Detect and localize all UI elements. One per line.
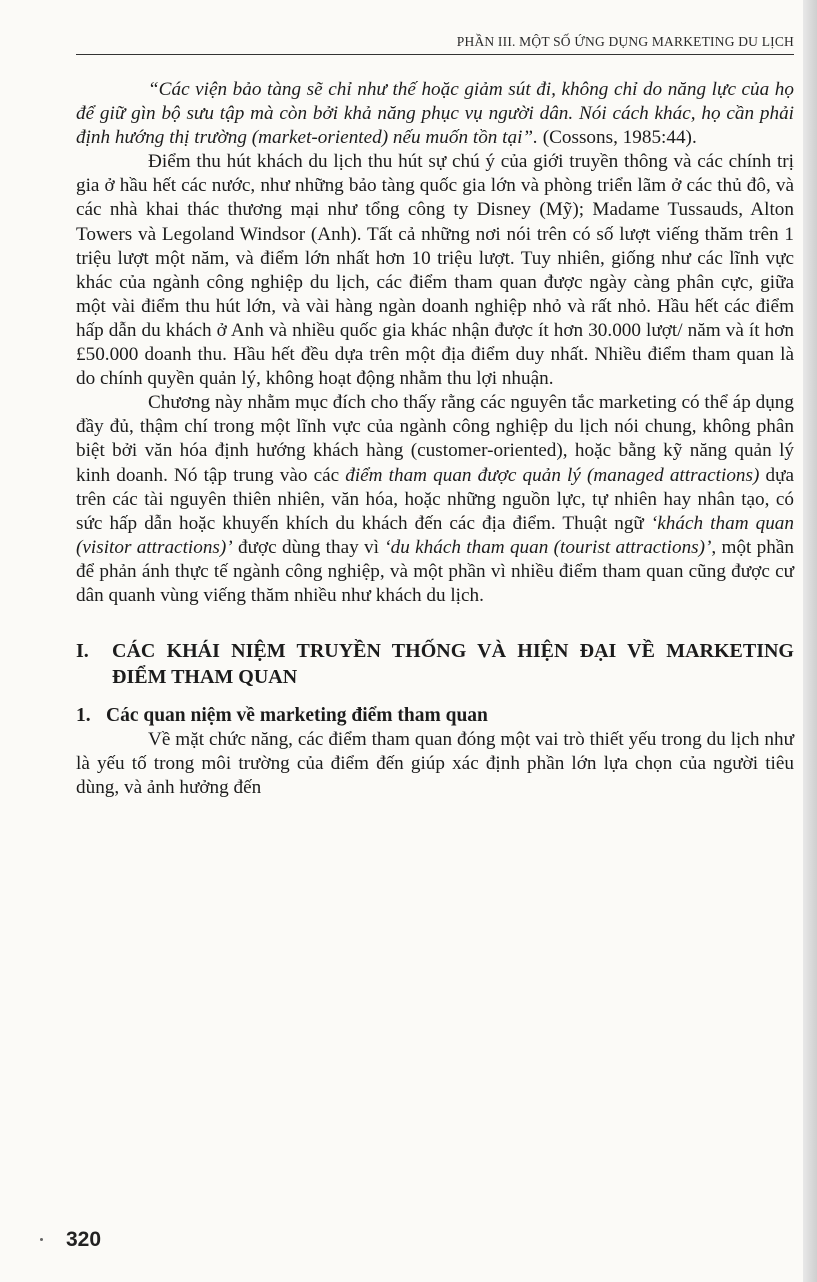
- paragraph-functional-role: Về mặt chức năng, các điểm tham quan đóng một vai trò thiết yếu trong du lịch như là yếu tố trong môi trường của điểm đến giúp xác định phần lớn lựa chọn của người tiêu dùng, và ảnh hưởng đến: [76, 729, 794, 799]
- subsection-number: 1.: [76, 705, 91, 727]
- term-visitor-attractions: ‘khách tham quan (visitor attractions)’: [76, 512, 794, 558]
- term-managed-attractions: điểm tham quan được quản lý (managed attractions): [345, 464, 760, 486]
- paragraph-2-part-2: dựa trên các tài nguyên thiên nhiên, văn hóa, hoặc những nguồn lực, tự nhiên hay nhân tạo, có sức hấp dẫn hoặc khuyến khích du khách đến các địa điểm. Thuật ngữ: [76, 464, 794, 534]
- page-number: 320: [66, 1228, 102, 1251]
- subsection-title: Các quan niệm về marketing điểm tham quan: [106, 705, 488, 727]
- page-edge-shadow: [803, 0, 817, 1282]
- paragraph-attractions-overview: Điểm thu hút khách du lịch thu hút sự chú ý của giới truyền thông và các chính trị gia ở hầu hết các nước, như những bảo tàng quốc gia lớn và phòng triển lãm ở các thủ đô, và các nhà khai thác thương mại như tổng công ty Disney (Mỹ); Madame Tussauds, Alton Towers và Legoland Windsor (Anh). Tất cả những nơi nói trên có số lượt viếng thăm trên 1 triệu lượt một năm, và điểm lớn nhất hơn 10 triệu lượt. Tuy nhiên, giống như các lĩnh vực khác của ngành công nghiệp du lịch, các điểm tham quan được ngày càng phân cực, giữa một vài điểm thu hút lớn, và vài hàng ngàn doanh nghiệp nhỏ và rất nhỏ. Hầu hết các điểm hấp dẫn du khách ở Anh và nhiều quốc gia khác nhận được ít hơn 30.000 lượt/ năm và ít hơn £50.000 doanh thu. Hầu hết đều dựa trên một địa điểm duy nhất. Nhiều điểm tham quan là do chính quyền quản lý, không hoạt động nhằm thu lợi nhuận.: [76, 151, 794, 390]
- paragraph-chapter-purpose: [76, 391, 794, 608]
- quote-text: “Các viện bảo tàng sẽ chỉ như thế hoặc giảm sút đi, không chỉ do năng lực của họ để giữ gìn bộ sưu tập mà còn bởi khả năng phục vụ người dân. Nói cách khác, họ cần phải định hướng thị trường (market-oriented) nếu muốn tồn tại”.: [76, 79, 794, 149]
- page-body: [76, 78, 794, 800]
- section-heading: [76, 638, 794, 690]
- subsection-heading: [76, 704, 794, 728]
- paragraph-2-part-3: được dùng thay vì: [232, 536, 385, 558]
- paragraph-2-part-4: , một phần để phản ánh thực tế ngành công nghiệp, và một phần vì nhiều điểm tham quan cũng được cư dân quanh vùng viếng thăm nhiều như khách du lịch.: [76, 536, 794, 606]
- section-title: CÁC KHÁI NIỆM TRUYỀN THỐNG VÀ HIỆN ĐẠI VỀ MARKETING ĐIỂM THAM QUAN: [112, 640, 794, 689]
- running-header: PHẦN III. MỘT SỐ ỨNG DỤNG MARKETING DU LỊCH: [76, 34, 794, 55]
- section-number: I.: [76, 640, 89, 663]
- quote-paragraph: [76, 78, 794, 150]
- margin-mark: [40, 1238, 43, 1241]
- paragraph-2-part-1: Chương này nhằm mục đích cho thấy rằng các nguyên tắc marketing có thể áp dụng đầy đủ, thậm chí trong một lĩnh vực của ngành công nghiệp du lịch nói chung, không phân biệt bởi văn hóa định hướng khách hàng (customer-oriented), hoặc bằng kỹ năng quản lý kinh doanh. Nó tập trung vào các: [76, 392, 794, 486]
- term-tourist-attractions: ‘du khách tham quan (tourist attractions)’: [384, 536, 712, 558]
- quote-citation: (Cossons, 1985:44).: [537, 127, 697, 149]
